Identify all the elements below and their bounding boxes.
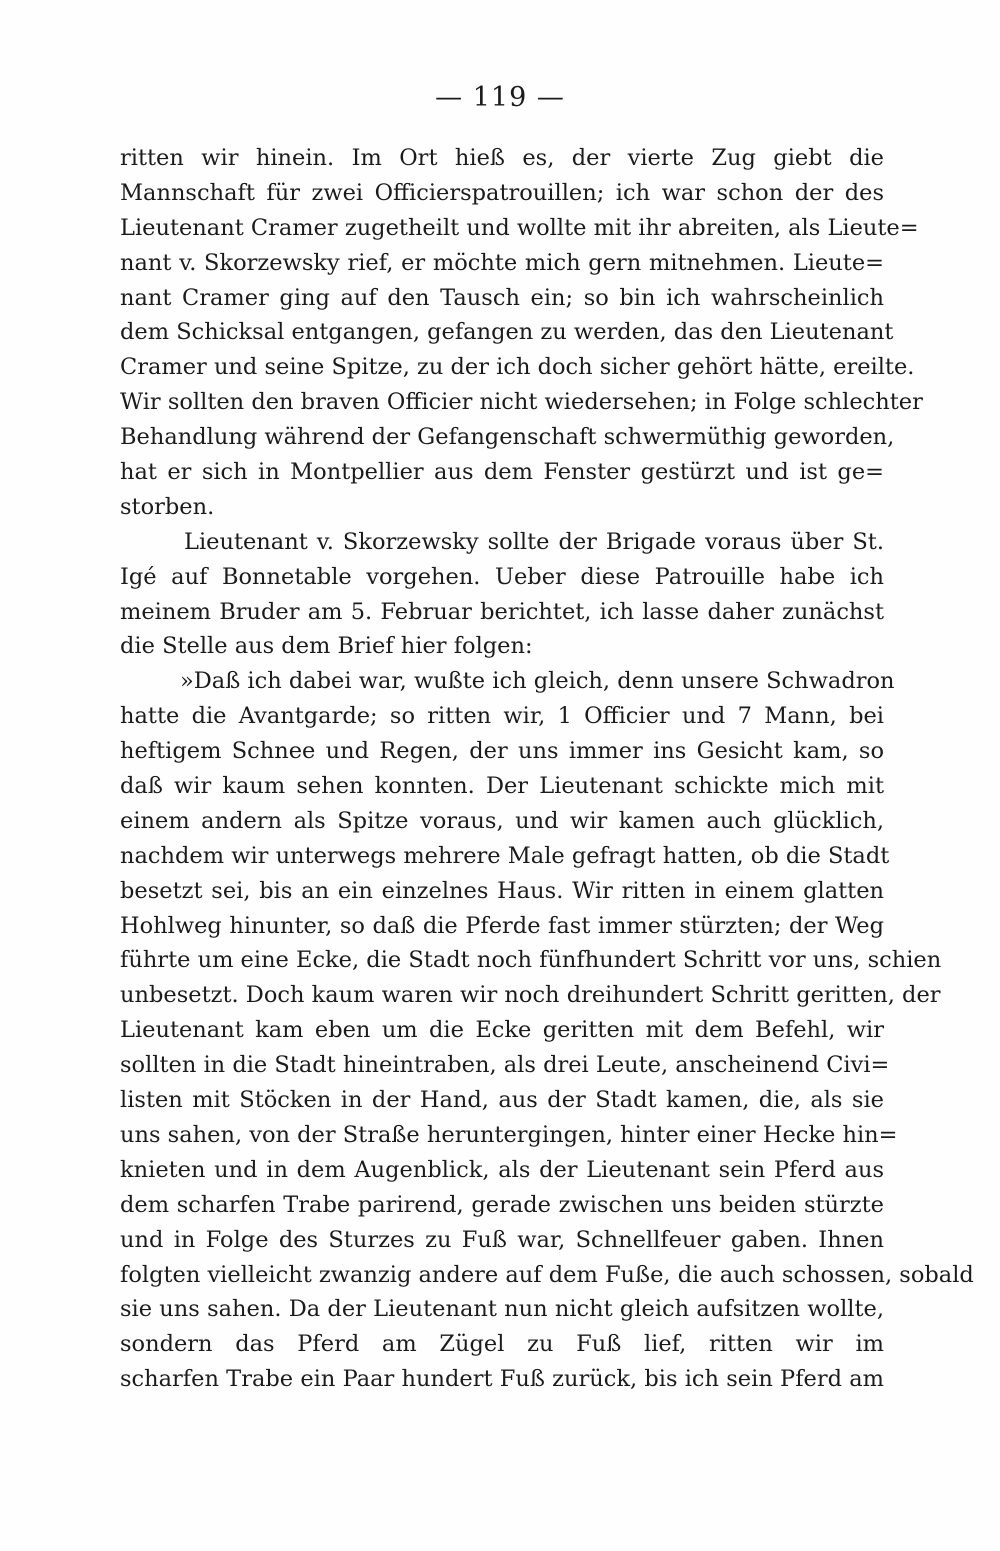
text-line: Igé auf Bonnetable vorgehen. Ueber diese Patrouille habe ich [120,563,884,590]
text-line: Cramer und seine Spitze, zu der ich doch sicher gehört hätte, ereilte. [120,354,915,381]
text-line: nachdem wir unterwegs mehrere Male gefragt hatten, ob die Stadt [120,842,890,869]
text-line: folgten vielleicht zwanzig andere auf dem Fuße, die auch schossen, sobald [120,1261,974,1288]
text-line: dem Schicksal entgangen, gefangen zu werden, das den Lieutenant [120,319,894,346]
text-line: uns sahen, von der Straße heruntergingen, hinter einer Hecke hin= [120,1121,898,1148]
text-line: nant v. Skorzewsky rief, er möchte mich gern mitnehmen. Lieute= [120,249,884,276]
text-line: hatte die Avantgarde; so ritten wir, 1 Officier und 7 Mann, bei [120,703,884,730]
text-line: Mannschaft für zwei Officierspatrouillen; ich war schon der des [120,179,884,206]
text-line: Lieutenant kam eben um die Ecke geritten mit dem Befehl, wir [120,1017,884,1044]
page-number: — 119 — [435,82,565,113]
text-line: heftigem Schnee und Regen, der uns immer ins Gesicht kam, so [120,738,884,765]
text-line: führte um eine Ecke, die Stadt noch fünfhundert Schritt vor uns, schien [120,947,942,974]
text-line: »Daß ich dabei war, wußte ich gleich, denn unsere Schwadron [180,668,895,695]
text-line: knieten und in dem Augenblick, als der Lieutenant sein Pferd aus [120,1156,884,1183]
text-line: sie uns sahen. Da der Lieutenant nun nicht gleich aufsitzen wollte, [120,1296,884,1323]
text-line: storben. [120,493,215,520]
text-line: scharfen Trabe ein Paar hundert Fuß zurück, bis ich sein Pferd am [120,1366,884,1393]
text-line: Wir sollten den braven Officier nicht wiedersehen; in Folge schlechter [120,389,923,416]
text-line: die Stelle aus dem Brief hier folgen: [120,633,533,660]
text-line: besetzt sei, bis an ein einzelnes Haus. Wir ritten in einem glatten [120,877,884,904]
text-line: listen mit Stöcken in der Hand, aus der Stadt kamen, die, als sie [120,1087,884,1114]
text-line: Hohlweg hinunter, so daß die Pferde fast immer stürzten; der Weg [120,912,884,939]
text-line: Lieutenant Cramer zugetheilt und wollte mit ihr abreiten, als Lieute= [120,214,919,241]
body-text [120,141,974,1397]
text-line: sollten in die Stadt hineintraben, als drei Leute, anscheinend Civi= [120,1052,890,1079]
text-line: Behandlung während der Gefangenschaft schwermüthig geworden, [120,424,895,451]
text-line: dem scharfen Trabe parirend, gerade zwischen uns beiden stürzte [120,1191,884,1218]
text-line: meinem Bruder am 5. Februar berichtet, ich lasse daher zunächst [120,598,884,625]
text-line: daß wir kaum sehen konnten. Der Lieutenant schickte mich mit [120,773,884,800]
text-line: hat er sich in Montpellier aus dem Fenster gestürzt und ist ge= [120,459,884,486]
text-line: einem andern als Spitze voraus, und wir kamen auch glücklich, [120,807,884,834]
text-line: Lieutenant v. Skorzewsky sollte der Brigade voraus über St. [184,528,884,555]
text-line: und in Folge des Sturzes zu Fuß war, Schnellfeuer gaben. Ihnen [120,1226,884,1253]
text-line: nant Cramer ging auf den Tausch ein; so bin ich wahrscheinlich [120,284,884,311]
text-line: unbesetzt. Doch kaum waren wir noch dreihundert Schritt geritten, der [120,982,941,1009]
text-line: ritten wir hinein. Im Ort hieß es, der vierte Zug giebt die [120,145,884,171]
text-line: sondern das Pferd am Zügel zu Fuß lief, ritten wir im [120,1331,884,1358]
